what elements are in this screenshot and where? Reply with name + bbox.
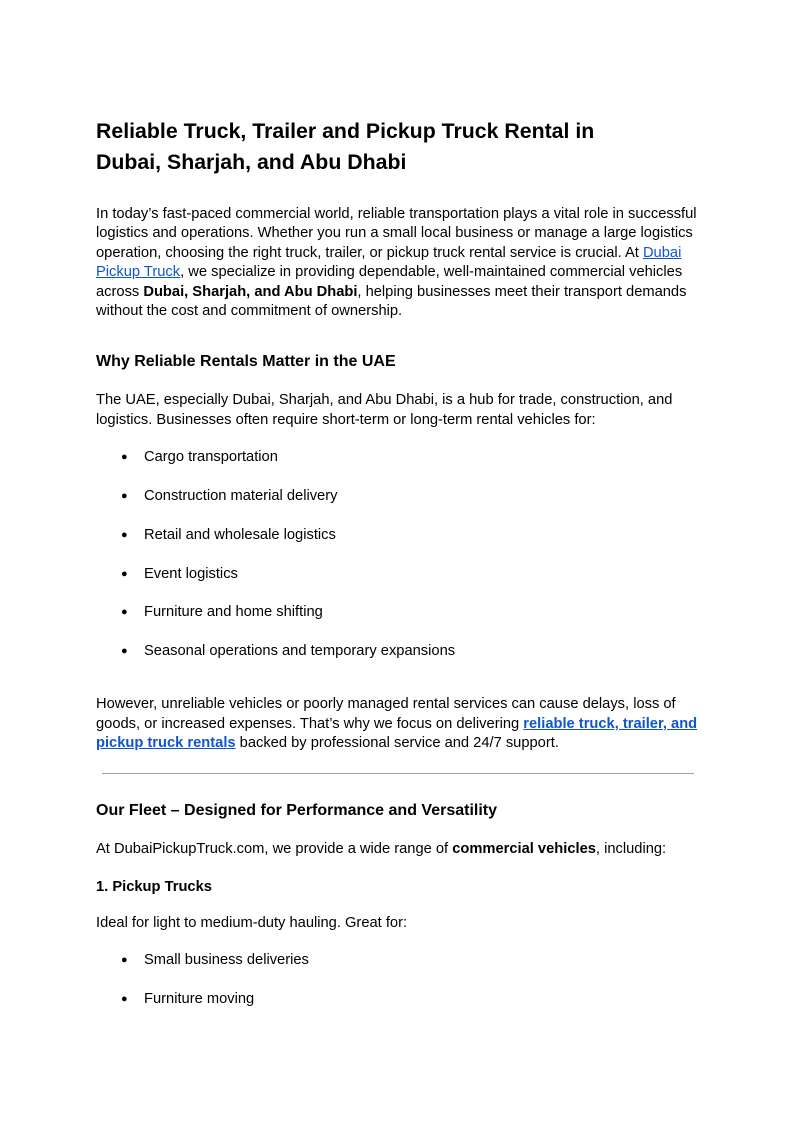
list-item-text: Furniture and home shifting (144, 604, 323, 621)
pickup-list (96, 951, 700, 1009)
why-heading: Why Reliable Rentals Matter in the UAE (96, 353, 396, 371)
reliable-rentals-link[interactable]: reliable truck, trailer, and pickup truck rentals (96, 715, 698, 752)
pickup-trucks-heading: 1. Pickup Trucks (96, 878, 212, 895)
why-after-text-2: backed by professional service and 24/7 support. (235, 735, 559, 752)
why-after-text-1: However, unreliable vehicles or poorly managed rental services can cause delays, loss of goods, or increased expenses. That’s why we focus on delivering (96, 696, 676, 732)
list-item-text: Construction material delivery (144, 488, 338, 505)
list-item-text: Retail and wholesale logistics (144, 526, 336, 543)
list-item (96, 951, 700, 970)
bullet-icon: ● (121, 451, 128, 464)
intro-text-1: In today’s fast-paced commercial world, reliable transportation plays a vital role in successful logistics and operations. Whether you run a small local business or manage a large logistics operation, choosing the right truck, trailer, or pickup truck rental service is crucial. At (96, 206, 697, 261)
page-title (96, 116, 700, 178)
list-item (96, 487, 700, 506)
document-content (96, 116, 700, 1029)
bullet-icon: ● (121, 606, 128, 619)
section-divider (102, 773, 694, 774)
title-line-2: Dubai, Sharjah, and Abu Dhabi (96, 150, 407, 174)
list-item (96, 526, 700, 545)
list-item-text: Furniture moving (144, 991, 255, 1008)
list-item (96, 642, 700, 661)
bullet-icon: ● (121, 490, 128, 503)
fleet-paragraph (96, 840, 700, 859)
list-item (96, 448, 700, 467)
list-item (96, 990, 700, 1009)
fleet-heading: Our Fleet – Designed for Performance and Versatility (96, 802, 498, 820)
list-item-text: Event logistics (144, 565, 238, 582)
fleet-text-2: , including: (595, 841, 667, 858)
fleet-text-1: At DubaiPickupTruck.com, we provide a wide range of (96, 841, 453, 858)
fleet-bold-text: commercial vehicles (452, 841, 596, 858)
list-item-text: Cargo transportation (144, 449, 278, 466)
bullet-icon: ● (121, 954, 128, 967)
why-list (96, 448, 700, 661)
list-item-text: Seasonal operations and temporary expansions (144, 643, 456, 660)
intro-bold-cities: Dubai, Sharjah, and Abu Dhabi (143, 283, 358, 300)
intro-paragraph (96, 205, 700, 321)
why-paragraph: The UAE, especially Dubai, Sharjah, and Abu Dhabi, is a hub for trade, construction, and logistics. Businesses often require short-term or long-term rental vehicles for: (96, 392, 673, 428)
title-line-1: Reliable Truck, Trailer and Pickup Truck Rental in (96, 119, 595, 143)
list-item (96, 603, 700, 622)
bullet-icon: ● (121, 993, 128, 1006)
dubai-pickup-truck-link[interactable]: Dubai Pickup Truck (96, 244, 682, 281)
bullet-icon: ● (121, 528, 128, 541)
why-after-paragraph (96, 695, 700, 753)
intro-text-3: , helping businesses meet their transport demands without the cost and commitment of ownership. (96, 283, 687, 320)
list-item-text: Small business deliveries (144, 952, 309, 969)
bullet-icon: ● (121, 645, 128, 658)
pickup-trucks-paragraph: Ideal for light to medium-duty hauling. Great for: (96, 914, 408, 931)
intro-text-2: , we specialize in providing dependable, well-maintained commercial vehicles across (96, 264, 683, 300)
bullet-icon: ● (121, 567, 128, 580)
list-item (96, 565, 700, 584)
